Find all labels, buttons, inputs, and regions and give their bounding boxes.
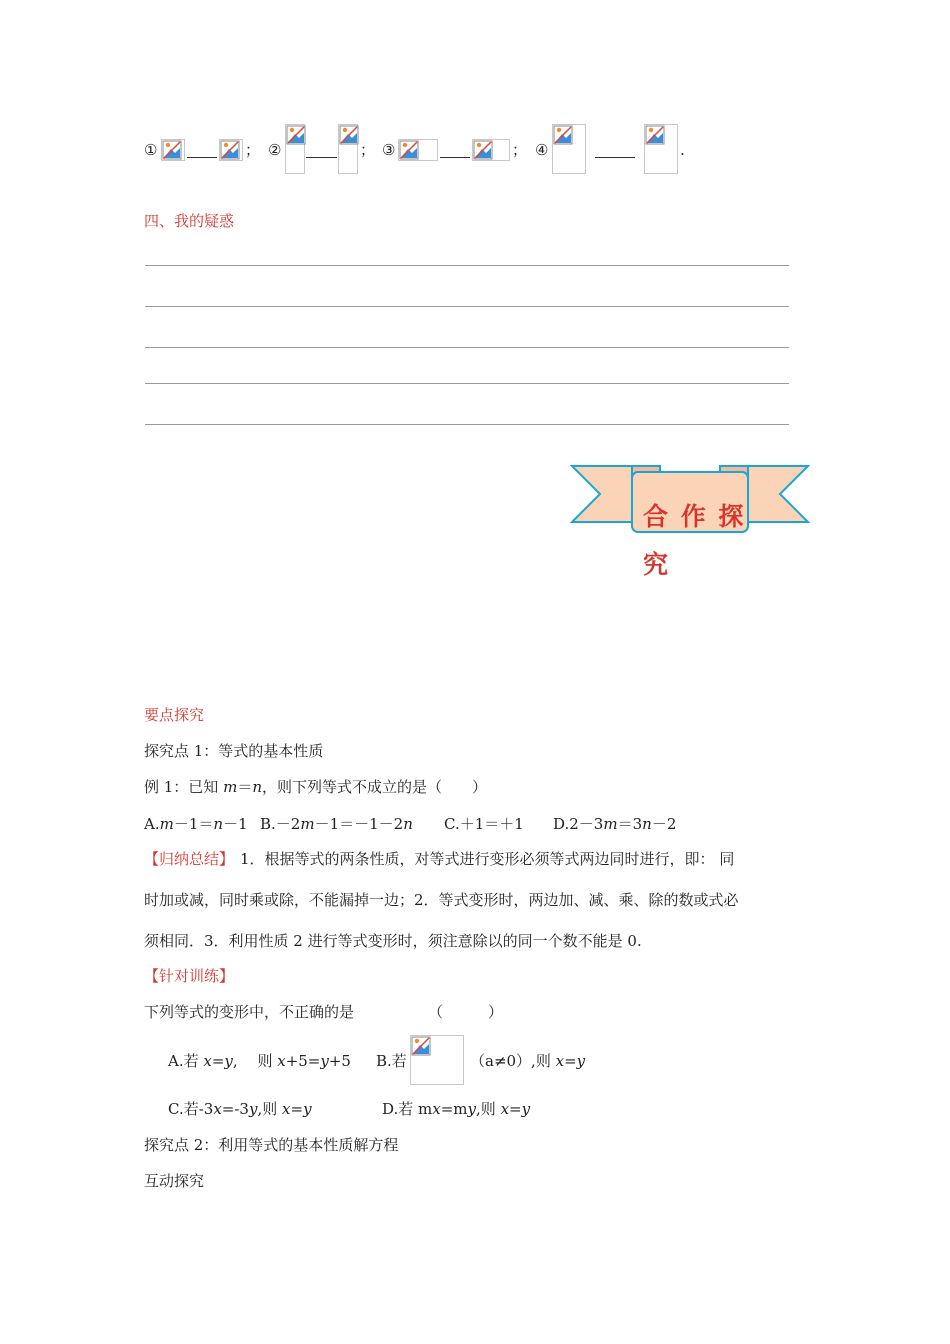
example1-options (144, 814, 248, 834)
image-placeholder (161, 139, 185, 161)
heading-key-points: 要点探究 (144, 706, 205, 724)
summary-line-3: 须相同．3．利用性质 2 进行等式变形时，须注意除以的同一个数不能是 0. (144, 932, 642, 950)
summary-label: 【归纳总结】 (144, 850, 235, 868)
writing-line[interactable] (145, 306, 789, 307)
summary-line-2: 时加或减，同时乘或除，不能漏掉一边；2．等式变形时，两边加、减、乘、除的数或式必 (144, 891, 739, 909)
image-placeholder (285, 124, 305, 174)
separator: ； (360, 141, 376, 159)
broken-image-icon (220, 140, 240, 160)
separator: ； (512, 141, 528, 159)
var-n: n (252, 778, 263, 796)
summary-line-1: 【归纳总结】 1．根据等式的两条性质，对等式进行变形必须等式两边同时进行，即： 同 (144, 850, 735, 868)
broken-image-icon (162, 140, 182, 160)
banner-title: 合 作 探 (643, 502, 746, 531)
answer-blank[interactable] (440, 143, 470, 158)
banner-title-tail: 究 (643, 550, 669, 579)
answer-blank[interactable] (306, 143, 337, 158)
writing-line[interactable] (145, 347, 789, 348)
answer-blank[interactable] (187, 143, 217, 158)
option-c[interactable]: C.＋1＝＋1 (444, 815, 524, 833)
training-option-d[interactable]: D.若 mx=my,则 x=y (382, 1100, 531, 1118)
writing-line[interactable] (145, 383, 789, 384)
example-suffix: ，则下列等式不成立的是（ ） (262, 778, 488, 796)
separator: ； (245, 141, 261, 159)
answer-paren[interactable]: （ ） (428, 1003, 504, 1021)
training-option-a[interactable]: A.若 x=y, 则 x+5=y+5 (168, 1052, 351, 1070)
training-label: 【针对训练】 (144, 967, 235, 985)
item-number-4: ④ (535, 141, 549, 159)
broken-image-icon (286, 125, 306, 145)
interactive-heading: 互动探究 (144, 1172, 205, 1190)
option-d[interactable]: D.2－3m＝3n－2 (553, 815, 677, 833)
broken-image-icon (473, 140, 493, 160)
example-prefix: 例 1：已知 (144, 778, 224, 796)
writing-line[interactable] (145, 424, 789, 425)
option-b[interactable]: B.－2m－1＝－1－2n (260, 815, 413, 833)
broken-image-icon (645, 125, 665, 145)
ribbon-left-tail (572, 466, 632, 522)
section-title: 四、我的疑惑 (144, 212, 235, 230)
point2-title: 探究点 2：利用等式的基本性质解方程 (144, 1136, 399, 1154)
training-option-b-label[interactable]: B.若 (376, 1052, 407, 1070)
image-placeholder (410, 1035, 464, 1085)
item-number-1: ① (144, 141, 158, 159)
image-placeholder (552, 124, 586, 174)
broken-image-icon (553, 125, 573, 145)
image-placeholder (338, 124, 358, 174)
ribbon-right-tail (748, 466, 808, 522)
image-placeholder (219, 139, 243, 161)
broken-image-icon (411, 1036, 431, 1056)
image-placeholder (644, 124, 678, 174)
image-placeholder (398, 139, 438, 161)
broken-image-icon (399, 140, 419, 160)
training-option-c[interactable]: C.若-3x=-3y,则 x=y (168, 1100, 312, 1118)
equals: ＝ (237, 778, 253, 796)
period: . (680, 141, 685, 159)
item-number-3: ③ (382, 141, 396, 159)
item-number-2: ② (268, 141, 282, 159)
var-m: m (223, 778, 238, 796)
option-a[interactable]: A.m－1＝n－1 (144, 815, 248, 833)
point1-title: 探究点 1：等式的基本性质 (144, 742, 324, 760)
answer-blank[interactable] (595, 143, 635, 158)
training-question: 下列等式的变形中，不正确的是 (144, 1003, 355, 1021)
example1 (144, 777, 487, 797)
writing-line[interactable] (145, 265, 789, 266)
image-placeholder (472, 139, 510, 161)
broken-image-icon (339, 125, 359, 145)
training-option-b-cond: （a≠0）,则 x=y (470, 1052, 586, 1070)
